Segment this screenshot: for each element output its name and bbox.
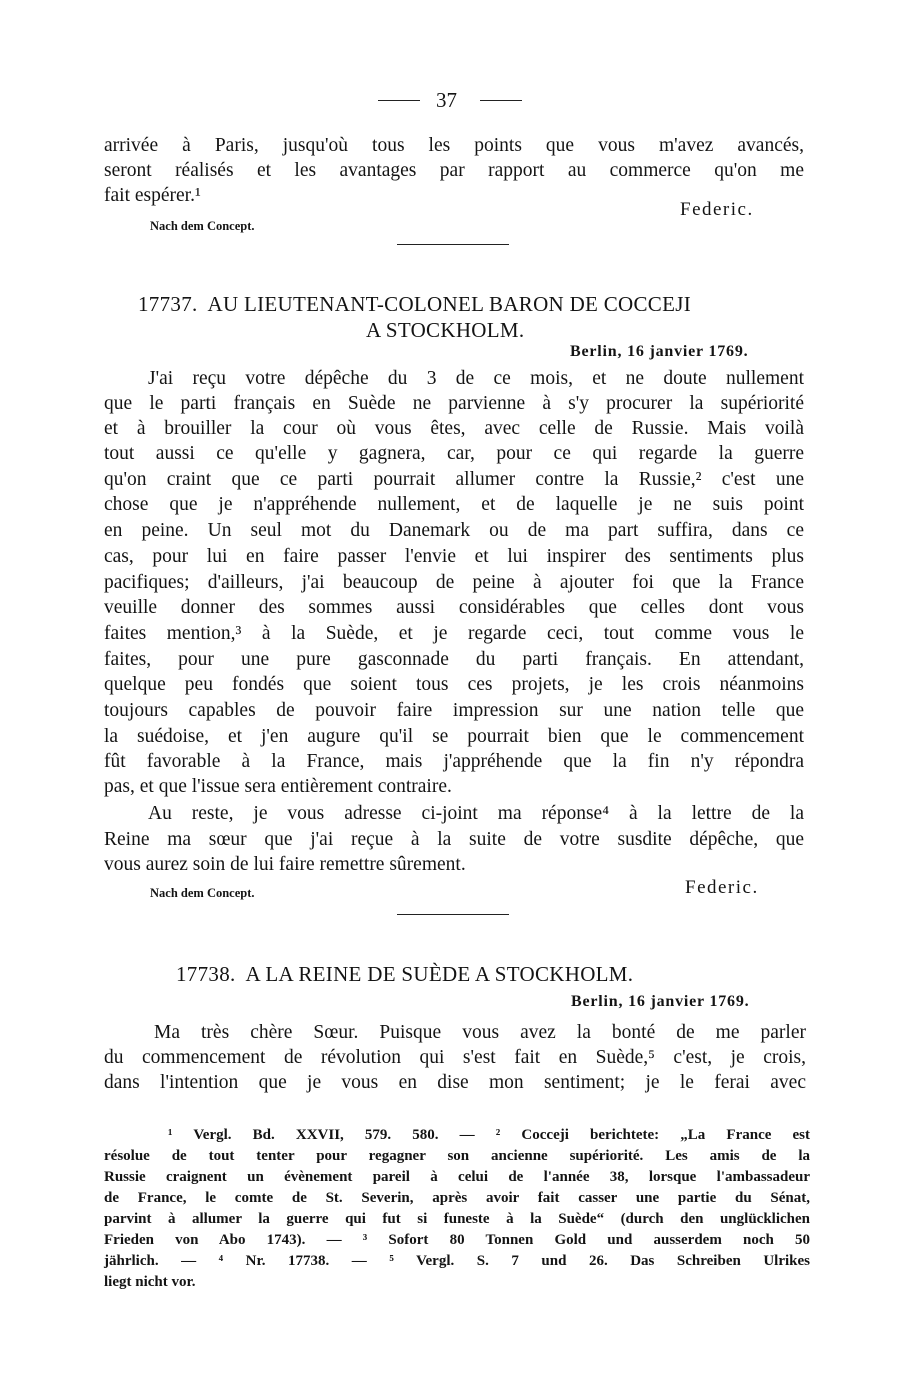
text-line: faites mention,³ à la Suède, et je regarde ceci, tout comme vous le (104, 623, 804, 644)
text-line: cas, pour lui en faire passer l'envie et lui inspirer des sentiments plus (104, 546, 804, 567)
text-line: qu'on craint que ce parti pourrait allumer contre la Russie,² c'est une (104, 469, 804, 490)
source-note: Nach dem Concept. (150, 886, 255, 900)
text-line: la suédoise, et j'en augure qu'il se pourrait bien que le commencement (104, 726, 804, 747)
letter-heading (138, 292, 691, 317)
footnote-line: Frieden von Abo 1743). — ³ Sofort 80 Tonnen Gold und ausserdem noch 50 (104, 1232, 810, 1248)
text-line: Ma très chère Sœur. Puisque vous avez la bonté de me parler (154, 1022, 806, 1043)
letter-number: 17737. (138, 292, 198, 316)
footnote-line: jährlich. — ⁴ Nr. 17738. — ⁵ Vergl. S. 7 und 26. Das Schreiben Ulrikes (104, 1253, 810, 1269)
page-number: 37 (436, 88, 457, 112)
text-line: veuille donner des sommes aussi considérables que celles dont vous (104, 597, 804, 618)
text-line: toujours capables de pouvoir faire impression sur une nation telle que (104, 700, 804, 721)
text-line: et à brouiller la cour où vous êtes, avec celle de Russie. Mais voilà (104, 418, 804, 439)
text-line: Au reste, je vous adresse ci-joint ma réponse⁴ à la lettre de la (148, 803, 804, 824)
dateline: Berlin, 16 janvier 1769. (571, 993, 750, 1010)
text-line: vous aurez soin de lui faire remettre sûrement. (104, 854, 466, 875)
section-divider (397, 244, 509, 245)
letter-number: 17738. (176, 962, 236, 986)
section-divider (397, 914, 509, 915)
signature: Federic. (680, 199, 754, 220)
text-line: fait espérer.¹ (104, 185, 201, 206)
footnote-line: liegt nicht vor. (104, 1274, 196, 1290)
text-line: quelque peu fondés que soient tous ces projets, je les crois néanmoins (104, 674, 804, 695)
text-line: seront réalisés et les avantages par rapport au commerce qu'on me (104, 160, 804, 181)
text-line: fût favorable à la France, mais j'appréhende que la fin n'y répondra (104, 751, 804, 772)
text-line: en peine. Un seul mot du Danemark ou de ma part suffira, dans ce (104, 520, 804, 541)
letter-heading (176, 962, 633, 987)
footnote-line: de France, le comte de St. Severin, après avoir fait casser une partie du Sénat, (104, 1190, 810, 1206)
footnote-line: résolue de tout tenter pour regagner son ancienne supériorité. Les amis de la (104, 1148, 810, 1164)
source-note: Nach dem Concept. (150, 219, 255, 233)
text-line: tout aussi ce qu'elle y gagnera, car, pour ce qui regarde la guerre (104, 443, 804, 464)
text-line: que le parti français en Suède ne parvienne à s'y procurer la supériorité (104, 393, 804, 414)
text-line: J'ai reçu votre dépêche du 3 de ce mois, et ne doute nullement (148, 368, 804, 389)
footnote-line: parvint à allumer la guerre qui fut si funeste à la Suède“ (durch den unglücklichen (104, 1211, 810, 1227)
text-line: dans l'intention que je vous en dise mon sentiment; je le ferai avec (104, 1072, 806, 1093)
footnote-line: Russie craignent un évènement pareil à celui de l'année 38, lorsque l'ambassadeur (104, 1169, 810, 1185)
page-number-right-dash (480, 100, 522, 101)
letter-heading-place: A STOCKHOLM. (366, 318, 525, 342)
signature: Federic. (685, 877, 759, 898)
letter-recipient: AU LIEUTENANT-COLONEL BARON DE COCCEJI (207, 292, 691, 316)
dateline: Berlin, 16 janvier 1769. (570, 343, 749, 360)
letter-recipient: A LA REINE DE SUÈDE A STOCKHOLM. (245, 962, 634, 986)
text-line: Reine ma sœur que j'ai reçue à la suite de votre susdite dépêche, que (104, 829, 804, 850)
text-line: faites, pour une pure gasconnade du parti français. En attendant, (104, 649, 804, 670)
text-line: pas, et que l'issue sera entièrement contraire. (104, 776, 452, 797)
text-line: arrivée à Paris, jusqu'où tous les points que vous m'avez avancés, (104, 135, 804, 156)
footnote-line: ¹ Vergl. Bd. XXVII, 579. 580. — ² Cocceji berichtete: „La France est (168, 1127, 810, 1143)
text-line: chose que je n'appréhende nullement, et de laquelle je ne suis point (104, 494, 804, 515)
page-number-left-dash (378, 100, 420, 101)
text-line: du commencement de révolution qui s'est fait en Suède,⁵ c'est, je crois, (104, 1047, 806, 1068)
text-line: pacifiques; d'ailleurs, j'ai beaucoup de peine à ajouter foi que la France (104, 572, 804, 593)
